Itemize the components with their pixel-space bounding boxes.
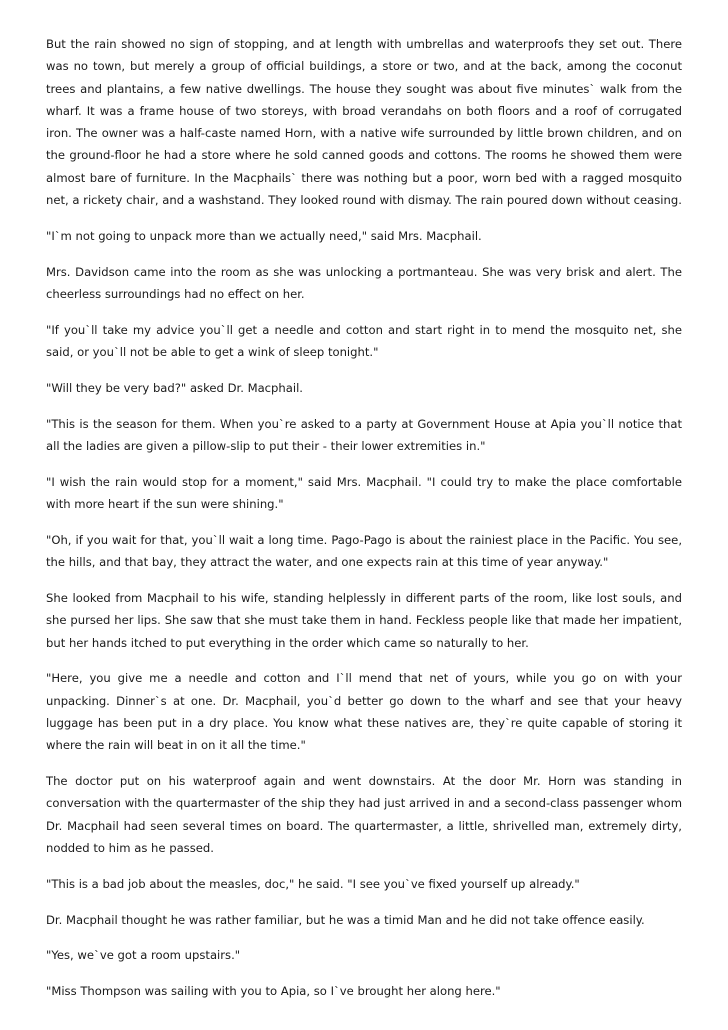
paragraph: "Yes, we`ve got a room upstairs.": [46, 948, 241, 963]
paragraph: "This is the season for them. When you`re asked to a party at Government House at Apia you`ll notice that all the ladies are given a pillow-slip to put their - their lower extremities in.": [46, 416, 682, 453]
paragraph: "Will they be very bad?" asked Dr. Macphail.: [46, 380, 303, 395]
paragraph: Mrs. Davidson came into the room as she was unlocking a portmanteau. She was very brisk and alert. The cheerless surroundings had no effect on her.: [46, 264, 682, 301]
paragraph: She looked from Macphail to his wife, standing helplessly in different parts of the room, like lost souls, and she pursed her lips. She saw that she must take them in hand. Feckless people like that made her impatient, but her hands itched to put everything in the order which came so naturally to her.: [46, 590, 682, 650]
paragraph: Dr. Macphail thought he was rather familiar, but he was a timid Man and he did not take offence easily.: [46, 912, 645, 927]
paragraph: "Miss Thompson was sailing with you to Apia, so I`ve brought her along here.": [46, 984, 501, 999]
paragraph: "I wish the rain would stop for a moment," said Mrs. Macphail. "I could try to make the place comfortable with more heart if the sun were shining.": [46, 474, 682, 512]
paragraph: But the rain showed no sign of stopping, and at length with umbrellas and waterproofs they set out. There was no town, but merely a group of official buildings, a store or two, and at the back, among the coconut trees and plantains, a few native dwellings. The house they sought was about five minutes` walk from the wharf. It was a frame house of two storeys, with broad verandahs on both floors and a roof of corrugated iron. The owner was a half-caste named Horn, with a native wife surrounded by little brown children, and on the ground-floor he had a store where he sold canned goods and cottons. The rooms he showed them were almost bare of furniture. In the Macphails` there was nothing but a poor, worn bed with a ragged mosquito net, a rickety chair, and a washstand. They looked round with dismay. The rain poured down without ceasing.: [46, 37, 682, 208]
paragraph: The doctor put on his waterproof again and went downstairs. At the door Mr. Horn was standing in conversation with the quartermaster of the ship they had just arrived in and a second-class passenger whom Dr. Macphail had seen several times on board. The quartermaster, a little, shrivelled man, extremely dirty, nodded to him as he passed.: [46, 774, 682, 855]
paragraph: "Here, you give me a needle and cotton and I`ll mend that net of yours, while you go on with your unpacking. Dinner`s at one. Dr. Macphail, you`d better go down to the wharf and see that your heavy luggage has been put in a dry place. You know what these natives are, they`re quite capable of storing it where the rain will beat in on it all the time.": [46, 671, 682, 753]
paragraph: "I`m not going to unpack more than we actually need," said Mrs. Macphail.: [46, 228, 482, 243]
paragraph: "If you`ll take my advice you`ll get a needle and cotton and start right in to mend the mosquito net, she said, or you`ll not be able to get a wink of sleep tonight.": [46, 322, 682, 360]
paragraph: "Oh, if you wait for that, you`ll wait a long time. Pago-Pago is about the rainiest place in the Pacific. You see, the hills, and that bay, they attract the water, and one expects rain at this time of year anyway.": [46, 532, 682, 570]
document-page: [46, 33, 682, 1016]
paragraph: "This is a bad job about the measles, doc," he said. "I see you`ve fixed yourself up already.": [46, 876, 580, 891]
